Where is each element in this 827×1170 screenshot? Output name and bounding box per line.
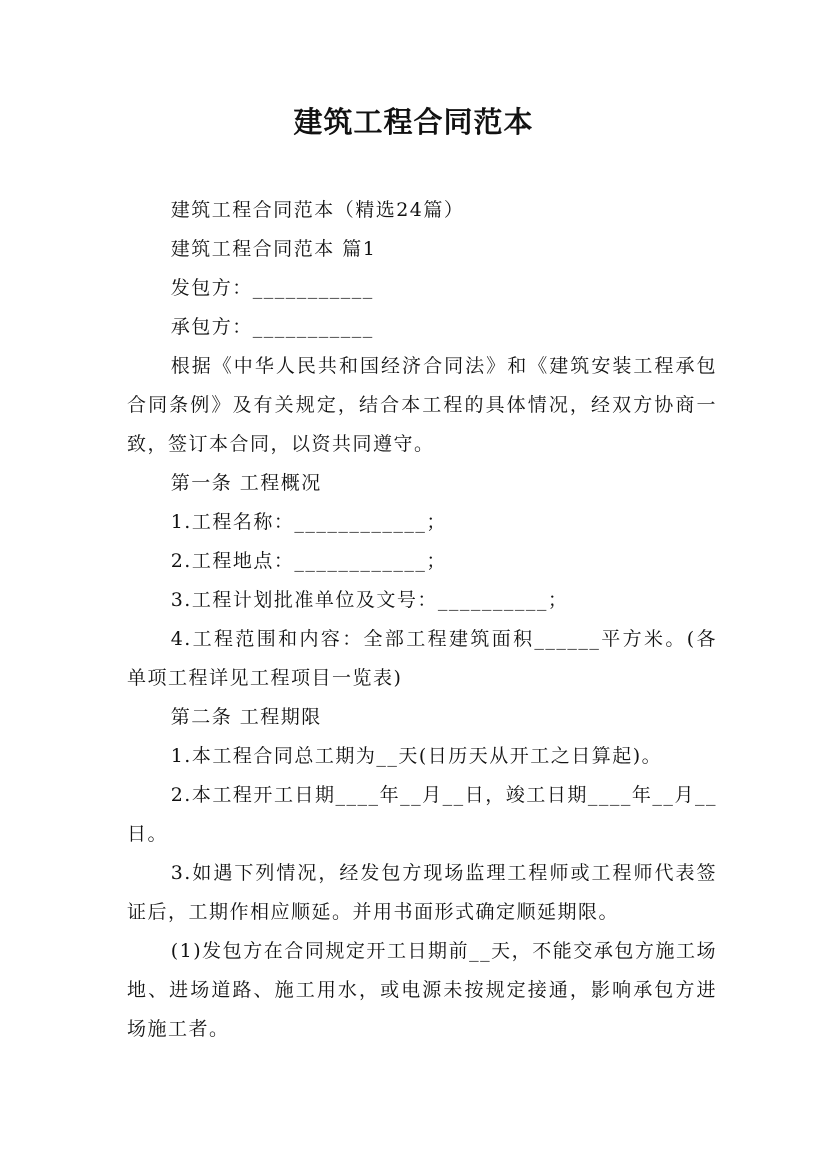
paragraph-total-duration: 1.本工程合同总工期为__天(日历天从开工之日算起)。 xyxy=(170,745,663,767)
paragraph-project-name: 1.工程名称：____________； xyxy=(170,511,447,533)
document-title: 建筑工程合同范本 xyxy=(293,105,534,139)
paragraph-approval-unit: 3.工程计划批准单位及文号：__________； xyxy=(170,589,569,611)
paragraph-extension-conditions: 3.如遇下列情况，经发包方现场监理工程师或工程师代表签证后，工期作相应顺延。并用书面形式确定顺延期限。 xyxy=(127,862,717,923)
document-body xyxy=(127,191,717,1049)
paragraph-start-end-dates: 2.本工程开工日期____年__月__日，竣工日期____年__月__日。 xyxy=(127,784,717,845)
paragraph-project-location: 2.工程地点：____________； xyxy=(170,550,447,572)
paragraph-employer: 发包方：___________ xyxy=(170,277,374,299)
paragraph-subtitle: 建筑工程合同范本（精选24篇） xyxy=(170,199,465,221)
paragraph-article-2-heading: 第二条 工程期限 xyxy=(170,706,322,728)
paragraph-project-scope: 4.工程范围和内容：全部工程建筑面积______平方米。(各单项工程详见工程项目一览表) xyxy=(127,628,717,689)
paragraph-article-1-heading: 第一条 工程概况 xyxy=(170,472,322,494)
paragraph-preamble: 根据《中华人民共和国经济合同法》和《建筑安装工程承包合同条例》及有关规定，结合本工程的具体情况，经双方协商一致，签订本合同，以资共同遵守。 xyxy=(127,355,717,455)
paragraph-condition-1: (1)发包方在合同规定开工日期前__天，不能交承包方施工场地、进场道路、施工用水，或电源未按规定接通，影响承包方进场施工者。 xyxy=(127,940,717,1040)
paragraph-section-heading: 建筑工程合同范本 篇1 xyxy=(170,238,377,260)
paragraph-contractor: 承包方：___________ xyxy=(170,316,374,338)
